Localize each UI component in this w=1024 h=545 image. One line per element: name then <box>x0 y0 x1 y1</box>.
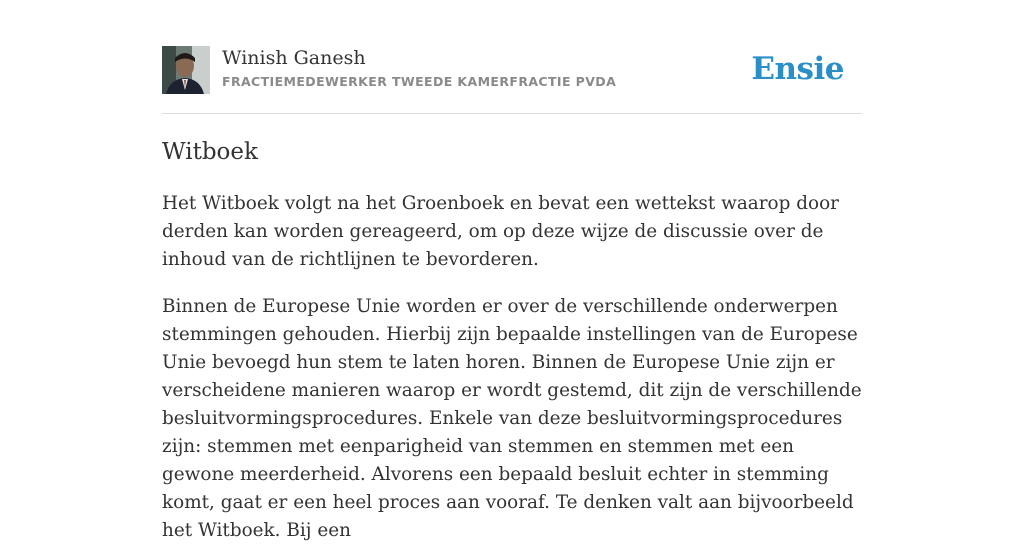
article-paragraph-1: Het Witboek volgt na het Groenboek en bevat een wettekst waarop door derden kan worden gereageerd, om op deze wijze de discussie over de inhoud van de richtlijnen te bevorderen. <box>162 193 839 270</box>
author-title: FRACTIEMEDEWERKER TWEEDE KAMERFRACTIE PVDA <box>222 74 617 89</box>
avatar-photo-icon <box>162 46 210 94</box>
content-container <box>162 0 862 541</box>
author-name[interactable]: Winish Ganesh <box>222 47 366 69</box>
article-paragraph-2: Binnen de Europese Unie worden er over de verschillende onderwerpen stemmingen gehouden. Hierbij zijn bepaalde instellingen van de Europese Unie bevoegd hun stem te laten horen. Binnen de Europese Unie zijn er verscheidene manieren waarop er wordt gestemd, dit zijn de verschillende besluitvormingsprocedures. Enkele van deze besluitvormingsprocedures zijn: stemmen met eenparigheid van stemmen en stemmen met een gewone meerderheid. Alvorens een bepaald besluit echter in stemming komt, gaat er een heel proces aan vooraf. Te denken valt aan bijvoorbeeld het Witboek. Bij een <box>162 296 862 541</box>
author-header <box>162 0 862 114</box>
page-title: Witboek <box>162 139 258 165</box>
avatar[interactable] <box>162 46 210 94</box>
brand-logo[interactable]: Ensie <box>751 51 844 87</box>
